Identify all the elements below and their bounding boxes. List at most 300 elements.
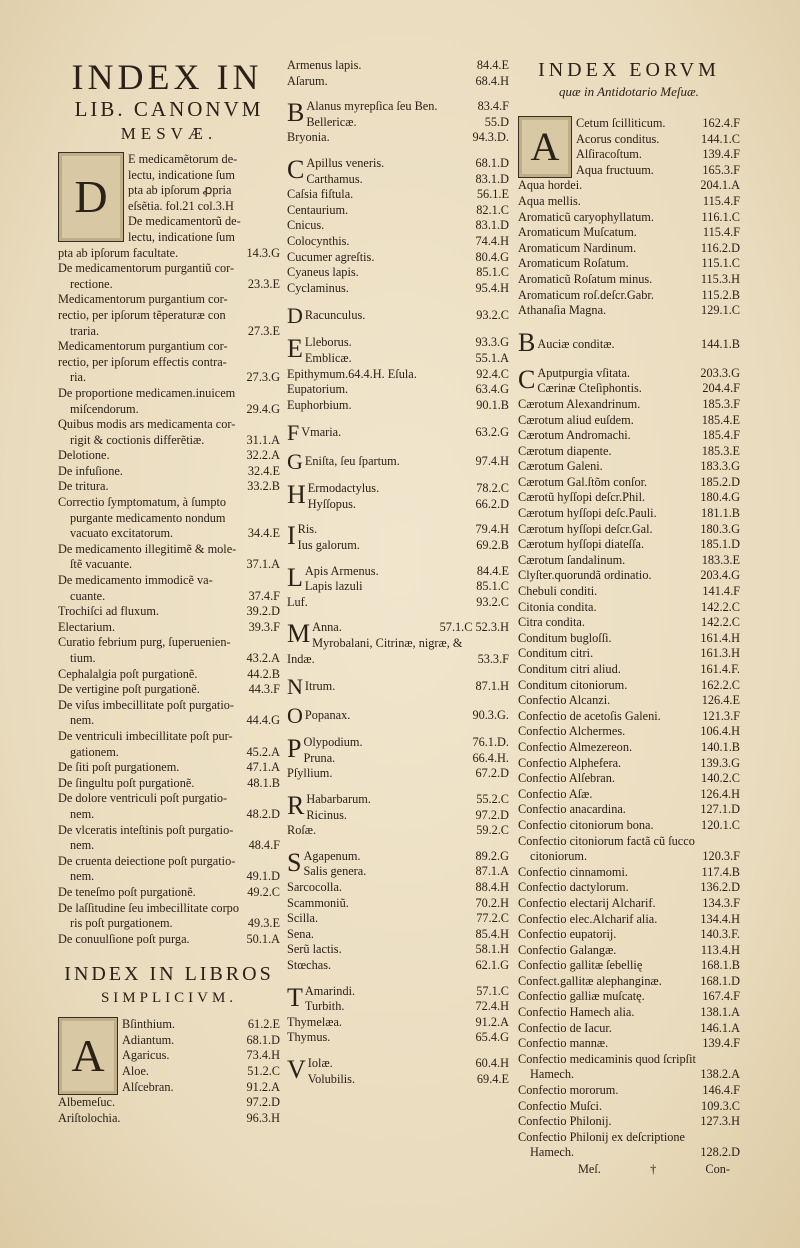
index-entry <box>518 553 740 569</box>
entry-reference: 37.4.F <box>248 588 280 603</box>
entry-text: Confectio electarij Alcharif. <box>518 895 656 910</box>
entry-reference: 203.4.G <box>700 568 740 583</box>
index-entry <box>305 454 509 470</box>
entry-text: nem. <box>70 869 95 884</box>
entry-text: Hamech. <box>530 1145 575 1160</box>
entry-reference: 146.1.A <box>700 1020 740 1035</box>
entry-reference: 72.4.H <box>475 999 509 1014</box>
entry-reference: 139.3.G <box>700 755 740 770</box>
index-entry <box>518 272 740 288</box>
entry-reference: 49.3.E <box>247 916 280 931</box>
entry-text: Delotione. <box>58 448 110 463</box>
entry-text: Cærotum diapente. <box>518 443 612 458</box>
entry-reference: 185.2.D <box>700 474 740 489</box>
entry-reference: 115.4.F <box>702 193 740 208</box>
entry-text: Eupatorium. <box>287 382 349 397</box>
entry-text: Olypodium. <box>303 735 363 750</box>
initial-letter: N <box>287 674 303 700</box>
initial-letter: M <box>287 619 311 649</box>
entry-reference: 87.1.H <box>475 679 509 694</box>
entry-text: Confectio Almezereon. <box>518 739 633 754</box>
index-entry <box>305 335 509 351</box>
entry-text: Emblicæ. <box>304 350 352 365</box>
index-entry <box>518 1083 740 1099</box>
antidotarium-b-group <box>518 329 740 356</box>
index-entry <box>518 1036 740 1052</box>
entry-reference: 55.2.C <box>476 792 509 806</box>
entry-reference: 73.4.H <box>246 1048 280 1063</box>
entry-text: Stœchas. <box>287 957 332 972</box>
entry-reference: 90.1.B <box>476 397 509 412</box>
entry-reference: 88.4.H <box>475 879 509 894</box>
index-entry <box>287 911 509 927</box>
index-entry <box>58 1095 280 1111</box>
entry-reference: 121.3.F <box>702 708 740 723</box>
entry-reference: 144.1.B <box>701 336 740 351</box>
index-entry <box>518 1052 740 1068</box>
entry-reference: 32.4.E <box>247 463 280 478</box>
index-entry <box>306 808 509 824</box>
index-entry <box>58 511 280 527</box>
intro-line: lectu, indicatione ſum <box>128 167 235 182</box>
letter-group-h <box>287 481 509 512</box>
index-entry <box>518 459 740 475</box>
entry-reference: 146.4.F <box>702 1083 740 1098</box>
index-entry <box>518 912 740 928</box>
index-entry <box>58 1111 280 1127</box>
index-author: MESVÆ. <box>120 124 218 143</box>
next-word: Con- <box>705 1162 730 1176</box>
index-entry <box>518 927 740 943</box>
entry-reference: 180.3.G <box>700 521 740 536</box>
index-entry <box>518 210 740 226</box>
index-entry <box>58 713 280 729</box>
entry-text: Bſinthium. <box>122 1017 175 1032</box>
entry-reference: 58.1.H <box>475 942 509 957</box>
index-entry <box>518 1005 740 1021</box>
index-entry <box>287 203 509 219</box>
entry-text: Thymus. <box>287 1030 331 1045</box>
entry-text: Cyclaminus. <box>287 280 349 295</box>
entry-reference: 127.1.D <box>700 802 740 817</box>
entry-text: Eniſta, ſeu ſpartum. <box>304 454 400 469</box>
entry-reference: 44.2.B <box>247 666 280 681</box>
dagger-mark: † <box>650 1162 657 1176</box>
entry-reference: 85.1.C <box>476 265 509 280</box>
entry-text: Luf. <box>287 594 308 609</box>
entry-text: De dolore ventriculi poſt purgatio- <box>58 791 228 806</box>
entry-text: Confectio eupatorij. <box>518 927 617 942</box>
entry-reference: 126.4.E <box>701 693 740 708</box>
entry-text: De medicamento illegitimẽ & mole- <box>58 541 237 556</box>
entry-text: De ventriculi imbecillitate poſt pur- <box>58 728 233 743</box>
intro-line: E medicamẽtorum de- <box>128 152 238 166</box>
letter-group-g <box>287 449 509 475</box>
entry-text: pta ab ipſorum facultate. <box>58 245 179 260</box>
index-entry <box>58 417 280 433</box>
entry-text: nem. <box>70 806 95 821</box>
entry-text: Sarcocolla. <box>287 879 342 894</box>
entry-text: rectione. <box>70 276 113 291</box>
entry-text: Confectio anacardina. <box>518 802 626 817</box>
entry-text: Pſyllium. <box>287 766 333 781</box>
index-entry <box>518 1067 740 1083</box>
entry-text: Habarbarum. <box>306 792 371 806</box>
index-entry <box>287 265 509 281</box>
index-entry <box>518 444 740 460</box>
entry-reference: 56.1.E <box>476 187 509 202</box>
index-entry <box>58 464 280 480</box>
index-entry <box>58 277 280 293</box>
entry-reference: 80.4.G <box>475 249 509 264</box>
entry-text: vacuato excitatorum. <box>70 526 174 541</box>
index-entry <box>518 397 740 413</box>
index-entry <box>518 662 740 678</box>
entry-text: Pruna. <box>303 750 336 765</box>
index-entry <box>518 896 740 912</box>
index-entry <box>287 1030 509 1046</box>
index-entry <box>518 303 740 319</box>
letter-group-i <box>287 522 509 553</box>
entry-text: Cærotum aliud euſdem. <box>518 412 634 427</box>
entry-text: ſtẽ vacuante. <box>70 557 133 572</box>
antidotarium-a-block <box>518 116 740 178</box>
index-entry <box>518 600 740 616</box>
index-entry <box>312 620 509 636</box>
entry-text: Cucumer agreſtis. <box>287 249 375 264</box>
entry-reference: 106.4.H <box>700 724 740 739</box>
letter-group-p <box>287 735 509 766</box>
index-entry <box>58 869 280 885</box>
entry-reference: 39.3.F <box>248 619 280 634</box>
entry-text: Confectio Alchermes. <box>518 724 626 739</box>
entry-text: Aromaticũ Roſatum minus. <box>518 271 653 286</box>
entry-text: De viſus imbecillitate poſt purgatio- <box>58 697 234 712</box>
initial-letter: L <box>287 562 303 592</box>
index-entry <box>306 156 509 172</box>
entry-text: Alſiracoſtum. <box>576 147 642 162</box>
entry-text: Aromaticũ caryophyllatum. <box>518 209 654 224</box>
entry-text: Confectio Philonij ex deſcriptione <box>518 1129 685 1144</box>
entry-reference: 161.3.H <box>700 646 740 661</box>
letter-c: C <box>518 364 536 394</box>
index-entry <box>58 620 280 636</box>
simples-a-tail <box>287 58 509 89</box>
index-entry <box>287 652 509 668</box>
index-entry <box>518 615 740 631</box>
entry-reference: 138.2.A <box>700 1067 740 1082</box>
index-entry <box>518 225 740 241</box>
index-entry <box>58 339 280 355</box>
entry-text: Citonia condita. <box>518 599 597 614</box>
ornamental-initial-d: D <box>58 152 124 242</box>
entry-reference: 185.4.E <box>701 412 740 427</box>
entry-text: Confectio galliæ muſcatę. <box>518 989 645 1004</box>
index-entry <box>287 281 509 297</box>
entry-reference: 97.4.H <box>475 454 509 469</box>
entry-text: De ſiti poſt purgationem. <box>58 760 180 775</box>
entry-text: Alſcebran. <box>122 1079 174 1094</box>
entry-text: Aputpurgia vſitata. <box>537 365 631 380</box>
index-entry <box>298 538 509 554</box>
catchword: Meſ. <box>578 1162 601 1176</box>
entry-text: De medicamentorum purgantiũ cor- <box>58 261 235 276</box>
entry-text: purgante medicamento nondum <box>70 510 226 525</box>
entry-text: Ricinus. <box>306 807 347 822</box>
entry-reference: 29.4.G <box>246 401 280 416</box>
index-entry <box>58 651 280 667</box>
entry-reference: 116.2.D <box>700 240 740 255</box>
entry-text: Salis genera. <box>303 864 367 879</box>
letter-group-m <box>287 620 509 651</box>
initial-letter: B <box>287 98 305 128</box>
entry-text: Confectio Hamech alia. <box>518 1005 635 1020</box>
antidotarium-a-lines <box>576 116 740 178</box>
entry-text: Volubilis. <box>307 1071 356 1086</box>
entry-reference: 78.2.C <box>476 481 509 496</box>
simplicium-lines <box>122 1017 280 1095</box>
entry-reference: 76.1.D. <box>472 735 509 750</box>
entry-text: Racunculus. <box>304 308 366 323</box>
entry-reference: 92.4.C <box>476 366 509 381</box>
entry-text: De medicamento immodicẽ va- <box>58 573 213 588</box>
entry-text: Carthamus. <box>306 171 363 186</box>
entry-reference: 96.3.H <box>246 1110 280 1125</box>
index-entry <box>287 1015 509 1031</box>
index-entry <box>58 573 280 589</box>
index-entry <box>58 292 280 308</box>
entry-text: Lapis lazuli <box>304 579 363 594</box>
index-entry <box>305 679 509 695</box>
entry-reference: 14.3.G <box>246 245 280 260</box>
entry-reference: 27.3.E <box>247 323 280 338</box>
letter-group-v <box>287 1056 509 1087</box>
entry-text: Euphorbium. <box>287 397 352 412</box>
index-subtitle: LIB. CANONVM <box>74 97 264 121</box>
entry-text: Cyaneus lapis. <box>287 265 359 280</box>
antidotarium-subtitle: quæ in Antidotario Meſuæ. <box>559 84 699 99</box>
entry-reference: 116.1.C <box>701 209 740 224</box>
index-entry <box>58 901 280 917</box>
entry-text: Confect.gallitæ alephanginæ. <box>518 973 662 988</box>
entry-text: Caſsia fiſtula. <box>287 187 354 202</box>
index-entry <box>301 425 509 441</box>
entry-reference: 141.4.F <box>702 584 740 599</box>
index-entry <box>518 678 740 694</box>
entry-text: Confectio Galangæ. <box>518 942 617 957</box>
entry-reference: 138.1.A <box>700 1005 740 1020</box>
initial-letter: E <box>287 334 303 364</box>
entry-text: Cephalalgia poſt purgationẽ. <box>58 666 198 681</box>
entry-text: Correctio ſymptomatum, à ſumpto <box>58 495 227 510</box>
entry-reference: 89.2.G <box>475 848 509 863</box>
entry-reference: 113.4.H <box>700 942 740 957</box>
entry-reference: 68.1.D <box>475 155 509 170</box>
entry-reference: 142.2.C <box>701 599 740 614</box>
index-entry <box>518 756 740 772</box>
entry-reference: 53.3.F <box>477 651 509 666</box>
letter-group-t <box>287 984 509 1015</box>
index-entry <box>518 849 740 865</box>
entry-reference: 115.1.C <box>701 256 740 271</box>
entry-reference: 49.2.C <box>247 884 280 899</box>
simplicium-block <box>58 1017 280 1095</box>
index-entry <box>58 604 280 620</box>
index-entry <box>287 942 509 958</box>
antidotarium-c-entries <box>518 397 740 1161</box>
entry-reference: 93.2.C <box>476 308 509 323</box>
entry-reference: 63.4.G <box>475 382 509 397</box>
index-entry <box>58 635 280 651</box>
entry-text: Conditum bugloſſi. <box>518 630 612 645</box>
entry-reference: 66.4.H. <box>472 750 509 765</box>
entry-reference: 39.2.D <box>246 604 280 619</box>
entry-reference: 93.2.C <box>476 594 509 609</box>
entry-text: Indæ. <box>287 651 315 666</box>
entry-reference: 181.1.B <box>701 506 740 521</box>
entry-text: Popanax. <box>304 708 351 723</box>
index-entry <box>287 130 509 146</box>
index-entry <box>518 241 740 257</box>
index-entry <box>58 698 280 714</box>
index-entry <box>518 989 740 1005</box>
entry-text: Confectio Alcanzi. <box>518 693 611 708</box>
initial-letter: O <box>287 703 303 729</box>
entry-reference: 59.2.C <box>476 823 509 838</box>
entry-text: Confectio Muſci. <box>518 1098 603 1113</box>
intro-lines <box>128 152 280 246</box>
index-entry <box>58 854 280 870</box>
index-entry <box>537 381 740 397</box>
index-entry <box>306 792 509 808</box>
entry-text: Confectio Alſebran. <box>518 771 615 786</box>
entry-text: Chebuli conditi. <box>518 584 598 599</box>
entry-reference: 167.4.F <box>702 989 740 1004</box>
entry-text: Confectio cinnamomi. <box>518 864 628 879</box>
entry-text: Cærotum hyſſopi diateſſa. <box>518 537 645 552</box>
index-entry <box>518 178 740 194</box>
column-canon-index <box>58 58 280 1126</box>
index-entry <box>306 99 509 115</box>
entry-text: Scilla. <box>287 911 319 926</box>
index-entry <box>303 751 509 767</box>
entry-reference: 161.4.F. <box>700 662 740 676</box>
entry-reference: 79.4.H <box>475 522 509 537</box>
entry-text: Conditum citri. <box>518 646 594 661</box>
entry-text: cuante. <box>70 588 106 603</box>
index-entry <box>122 1080 280 1096</box>
entry-text: Confectio citoniorum factã cũ ſucco <box>518 833 695 848</box>
entry-text: Hyſſopus. <box>307 496 356 511</box>
index-entry <box>58 542 280 558</box>
entry-text: Ariſtolochia. <box>58 1110 121 1125</box>
entry-text: nem. <box>70 838 95 853</box>
entry-text: Confectio medicaminis quod ſcripſit <box>518 1051 696 1066</box>
entry-reference: 68.1.D <box>246 1032 280 1047</box>
entry-text: miſcendorum. <box>70 401 139 416</box>
entry-text: De cruenta deiectione poſt purgatio- <box>58 853 236 868</box>
entry-reference: 183.3.E <box>701 552 740 567</box>
entry-text: Confectio Aſæ. <box>518 786 593 801</box>
column-antidotarium-index <box>518 58 740 1177</box>
initial-letter: I <box>287 521 296 551</box>
entry-text: ris poſt purgationem. <box>70 916 173 931</box>
index-entry <box>518 709 740 725</box>
index-entry <box>287 823 509 839</box>
index-entry <box>518 693 740 709</box>
index-entry <box>518 740 740 756</box>
entry-reference: 139.4.F <box>702 147 740 162</box>
entry-text: Quibus modis ars medicamenta cor- <box>58 417 236 432</box>
entry-text: Confectio mororum. <box>518 1083 619 1098</box>
antidotarium-c-group <box>518 366 740 397</box>
entry-text: Confectio mannæ. <box>518 1036 609 1051</box>
entry-text: Bellericæ. <box>306 114 357 129</box>
entry-reference: 109.3.C <box>701 1098 740 1113</box>
index-entry <box>308 1072 509 1088</box>
entry-text: nem. <box>70 713 95 728</box>
entry-text: Apillus veneris. <box>306 155 385 170</box>
entry-reference: 140.1.B <box>701 739 740 754</box>
index-entry <box>58 495 280 511</box>
intro-line: De medicamentorũ de- <box>128 214 241 229</box>
entry-reference: 139.4.F <box>702 1036 740 1051</box>
entry-reference: 83.1.D <box>475 171 509 186</box>
index-entry <box>518 1099 740 1115</box>
ornamental-initial-a: A <box>58 1017 118 1095</box>
entry-text: Cærotum Andromachi. <box>518 428 631 443</box>
entry-text: Cærinæ Cteſiphontis. <box>537 381 642 396</box>
letter-group-e <box>287 335 509 366</box>
entry-text: Auciæ conditæ. <box>537 336 615 351</box>
column-simples-index <box>287 58 509 1087</box>
initial-letter: C <box>287 154 305 184</box>
entry-text: Hamech. <box>530 1067 575 1082</box>
entry-text: rectio, per ipſorum tẽperaturæ con <box>58 307 226 322</box>
entry-reference: 162.2.C <box>701 677 740 692</box>
index-entry <box>308 1056 509 1072</box>
index-entry <box>287 218 509 234</box>
entry-reference: 97.2.D <box>246 1095 280 1110</box>
antidotarium-c-lines <box>518 366 740 397</box>
intro-block <box>58 152 280 246</box>
letter-group-n <box>287 674 509 700</box>
entry-text: Cnicus. <box>287 218 325 233</box>
entry-reference: 23.3.E <box>247 276 280 291</box>
entry-reference: 49.1.D <box>246 869 280 884</box>
entry-reference: 55.D <box>484 114 509 129</box>
entry-text: Aromaticum Nardinum. <box>518 240 637 255</box>
entry-text: Cærotum hyſſopi deſc.Pauli. <box>518 506 657 521</box>
index-entry <box>58 729 280 745</box>
index-entry <box>58 838 280 854</box>
index-entry <box>518 1130 740 1146</box>
index-entry <box>58 479 280 495</box>
entry-text: Itrum. <box>304 679 336 694</box>
index-entry <box>287 636 509 652</box>
entry-reference: 45.2.A <box>246 744 280 759</box>
entry-reference: 47.1.A <box>246 760 280 775</box>
index-entry <box>58 355 280 371</box>
entry-reference: 185.4.F <box>702 428 740 443</box>
entry-text: Athanaſia Magna. <box>518 303 607 318</box>
entry-reference: 180.4.G <box>700 490 740 505</box>
page-footer <box>518 1161 740 1177</box>
index-entry <box>305 564 509 580</box>
simplicium-index-subtitle: SIMPLICIVM. <box>100 990 238 1007</box>
index-entry <box>58 745 280 761</box>
entry-reference: 68.4.H <box>475 73 509 88</box>
